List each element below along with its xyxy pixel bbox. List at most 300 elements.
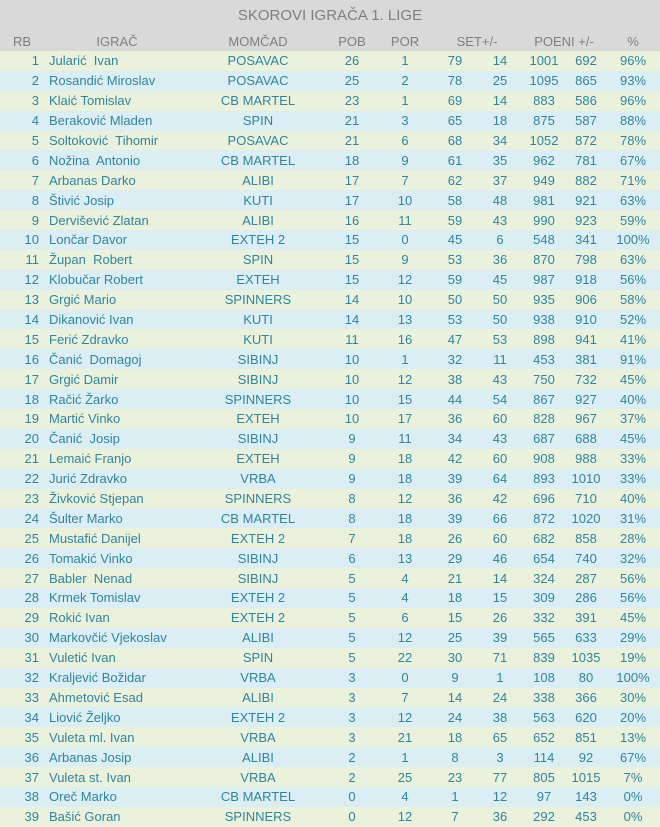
points-lost-cell: 633 — [575, 630, 597, 646]
sets-lost-cell: 24 — [492, 689, 508, 705]
losses-cell: 18 — [397, 530, 413, 546]
points-lost-cell: 732 — [575, 371, 597, 387]
sets-won-cell: 36 — [447, 411, 463, 427]
wins-cell: 10 — [344, 371, 360, 387]
wins-cell: 2 — [348, 749, 356, 765]
win-pct-cell: 59% — [619, 212, 647, 228]
sets-won-cell: 68 — [447, 133, 463, 148]
sets-won-cell: 59 — [447, 272, 463, 288]
win-pct-cell: 29% — [619, 630, 647, 646]
player-name-cell: Vuleta ml. Ivan — [49, 729, 135, 745]
rank-cell: 12 — [24, 272, 39, 288]
player-name-cell: Dikanović Ivan — [49, 312, 134, 328]
points-lost-cell: 967 — [575, 411, 597, 427]
team-cell: SIBINJ — [237, 550, 279, 566]
wins-cell: 10 — [344, 351, 360, 367]
sets-lost-cell: 25 — [492, 73, 508, 89]
losses-cell: 18 — [397, 510, 413, 526]
losses-cell: 22 — [397, 650, 413, 666]
losses-cell: 18 — [397, 471, 413, 487]
points-won-cell: 1001 — [529, 53, 559, 69]
rank-cell: 21 — [24, 451, 39, 467]
points-lost-cell: 1020 — [571, 510, 601, 526]
team-cell: SIBINJ — [237, 570, 279, 586]
team-cell: SPINNERS — [224, 292, 292, 308]
sets-lost-cell: 54 — [492, 391, 508, 407]
sets-lost-cell: 60 — [492, 530, 508, 546]
sets-won-cell: 44 — [447, 391, 463, 407]
sets-won-cell: 53 — [447, 252, 463, 268]
table-row — [0, 270, 660, 290]
team-cell: SPIN — [242, 650, 274, 666]
player-name-cell: Tomakić Vinko — [49, 550, 133, 566]
losses-cell: 7 — [401, 172, 409, 188]
points-lost-cell: 858 — [575, 530, 597, 546]
points-lost-cell: 620 — [575, 709, 597, 725]
points-won-cell: 962 — [533, 152, 555, 168]
sets-lost-cell: 46 — [492, 550, 508, 566]
player-name-cell: Čanić Josip — [49, 431, 120, 447]
sets-lost-cell: 38 — [492, 709, 508, 725]
losses-cell: 12 — [397, 809, 413, 825]
sets-won-cell: 26 — [447, 530, 463, 546]
win-pct-cell: 71% — [619, 172, 647, 188]
sets-lost-cell: 65 — [492, 729, 508, 745]
sets-lost-cell: 34 — [492, 133, 508, 148]
rank-cell: 16 — [24, 351, 39, 367]
player-name-cell: Oreč Marko — [49, 789, 117, 805]
wins-cell: 8 — [348, 510, 356, 526]
sets-won-cell: 14 — [447, 689, 463, 705]
win-pct-cell: 100% — [616, 232, 650, 248]
team-cell: POSAVAC — [227, 73, 289, 89]
points-lost-cell: 941 — [575, 331, 597, 347]
player-name-cell: Bašić Goran — [49, 809, 121, 825]
points-lost-cell: 287 — [575, 570, 597, 586]
points-lost-cell: 692 — [575, 53, 597, 69]
losses-cell: 0 — [401, 232, 409, 248]
team-cell: ALIBI — [242, 689, 274, 705]
table-row — [0, 310, 660, 330]
win-pct-cell: 52% — [619, 312, 647, 328]
rank-cell: 37 — [24, 769, 39, 785]
sets-lost-cell: 43 — [492, 431, 508, 447]
sets-won-cell: 53 — [447, 312, 463, 328]
sets-lost-cell: 14 — [492, 93, 508, 109]
team-cell: EXTEH 2 — [230, 232, 286, 248]
points-won-cell: 938 — [533, 312, 555, 328]
rank-cell: 25 — [24, 530, 39, 546]
points-won-cell: 114 — [533, 749, 555, 765]
table-row — [0, 489, 660, 509]
losses-cell: 6 — [401, 133, 409, 148]
player-name-cell: Kraljević Božidar — [49, 670, 146, 686]
points-lost-cell: 710 — [575, 491, 597, 507]
player-name-cell: Mustafić Danijel — [49, 530, 141, 546]
sets-won-cell: 9 — [451, 670, 459, 686]
player-name-cell: Martić Vinko — [49, 411, 121, 427]
sets-lost-cell: 11 — [493, 351, 507, 367]
table-row — [0, 747, 660, 767]
wins-cell: 21 — [344, 133, 360, 148]
sets-lost-cell: 1 — [496, 670, 504, 686]
win-pct-cell: 45% — [619, 431, 647, 447]
points-lost-cell: 1015 — [571, 769, 601, 785]
col-header-pct: % — [627, 33, 639, 49]
win-pct-cell: 67% — [619, 749, 647, 765]
team-cell: SPINNERS — [224, 491, 292, 507]
team-cell: VRBA — [240, 769, 276, 785]
table-row — [0, 727, 660, 747]
player-name-cell: Soltoković Tihomir — [49, 133, 159, 148]
team-cell: SIBINJ — [237, 351, 279, 367]
losses-cell: 10 — [397, 192, 413, 208]
win-pct-cell: 93% — [619, 73, 647, 89]
points-won-cell: 292 — [533, 809, 555, 825]
losses-cell: 1 — [401, 53, 409, 69]
player-name-cell: Dervišević Zlatan — [49, 212, 149, 228]
player-name-cell: Vuleta st. Ivan — [49, 769, 131, 785]
table-row — [0, 528, 660, 548]
wins-cell: 14 — [344, 312, 360, 328]
sets-lost-cell: 3 — [496, 749, 504, 765]
points-lost-cell: 910 — [575, 312, 597, 328]
points-won-cell: 875 — [533, 113, 555, 129]
col-header-set: SET+/- — [456, 33, 498, 49]
losses-cell: 21 — [397, 729, 413, 745]
table-row — [0, 150, 660, 170]
player-name-cell: Štivić Josip — [49, 192, 115, 208]
points-lost-cell: 872 — [575, 133, 597, 148]
points-won-cell: 1052 — [529, 133, 559, 148]
sets-lost-cell: 43 — [492, 212, 508, 228]
wins-cell: 17 — [344, 192, 360, 208]
sets-won-cell: 7 — [451, 809, 459, 825]
losses-cell: 10 — [397, 292, 413, 308]
losses-cell: 18 — [397, 451, 413, 467]
team-cell: SPINNERS — [224, 391, 292, 407]
points-won-cell: 898 — [533, 331, 555, 347]
sets-lost-cell: 6 — [496, 232, 504, 248]
points-won-cell: 338 — [533, 689, 555, 705]
points-lost-cell: 587 — [575, 113, 597, 129]
points-lost-cell: 988 — [575, 451, 597, 467]
wins-cell: 0 — [348, 809, 356, 825]
player-name-cell: Ahmetović Esad — [49, 689, 143, 705]
win-pct-cell: 13% — [619, 729, 647, 745]
win-pct-cell: 28% — [619, 530, 647, 546]
sets-lost-cell: 45 — [492, 272, 508, 288]
win-pct-cell: 63% — [619, 252, 647, 268]
table-row — [0, 230, 660, 250]
player-name-cell: Jurić Zdravko — [49, 471, 128, 487]
col-header-pob: POB — [338, 33, 366, 49]
wins-cell: 0 — [348, 789, 356, 805]
losses-cell: 12 — [397, 630, 413, 646]
sets-won-cell: 21 — [447, 570, 463, 586]
win-pct-cell: 41% — [619, 331, 647, 347]
rank-cell: 19 — [24, 411, 39, 427]
sets-lost-cell: 60 — [492, 411, 508, 427]
sets-lost-cell: 18 — [492, 113, 508, 129]
points-lost-cell: 740 — [575, 550, 597, 566]
points-won-cell: 828 — [533, 411, 555, 427]
team-cell: POSAVAC — [227, 133, 289, 148]
losses-cell: 12 — [397, 371, 413, 387]
team-cell: VRBA — [240, 471, 276, 487]
sets-won-cell: 15 — [447, 610, 463, 626]
team-cell: KUTI — [243, 312, 273, 328]
points-won-cell: 687 — [533, 431, 555, 447]
player-name-cell: Živković Stjepan — [49, 491, 144, 507]
points-won-cell: 981 — [533, 192, 555, 208]
rank-cell: 23 — [24, 491, 39, 507]
table-row — [0, 707, 660, 727]
points-won-cell: 870 — [533, 252, 555, 268]
table-row — [0, 210, 660, 230]
losses-cell: 1 — [401, 749, 409, 765]
sets-won-cell: 38 — [447, 371, 463, 387]
table-row — [0, 369, 660, 389]
losses-cell: 16 — [397, 331, 413, 347]
losses-cell: 13 — [397, 312, 413, 328]
player-name-cell: Arbanas Darko — [49, 172, 136, 188]
losses-cell: 6 — [401, 610, 409, 626]
points-won-cell: 750 — [533, 371, 555, 387]
points-lost-cell: 1035 — [571, 650, 601, 666]
points-won-cell: 332 — [533, 610, 555, 626]
wins-cell: 2 — [348, 769, 356, 785]
table-row — [0, 131, 660, 151]
player-name-cell: Markovčić Vjekoslav — [49, 630, 167, 646]
points-lost-cell: 286 — [575, 590, 597, 606]
wins-cell: 11 — [345, 331, 359, 347]
team-cell: SPINNERS — [224, 809, 292, 825]
points-lost-cell: 882 — [575, 172, 597, 188]
table-row — [0, 190, 660, 210]
points-lost-cell: 851 — [575, 729, 597, 745]
sets-won-cell: 58 — [447, 192, 463, 208]
sets-lost-cell: 77 — [492, 769, 508, 785]
team-cell: CB MARTEL — [220, 789, 296, 805]
team-cell: VRBA — [240, 729, 276, 745]
wins-cell: 3 — [348, 689, 356, 705]
points-won-cell: 654 — [533, 550, 555, 566]
sets-lost-cell: 50 — [492, 312, 508, 328]
points-won-cell: 987 — [533, 272, 555, 288]
sets-won-cell: 34 — [447, 431, 463, 447]
wins-cell: 5 — [348, 630, 356, 646]
rank-cell: 6 — [31, 152, 39, 168]
rank-cell: 18 — [24, 391, 39, 407]
wins-cell: 5 — [348, 610, 356, 626]
team-cell: EXTEH — [236, 272, 280, 288]
player-name-cell: Vuletić Ivan — [49, 650, 116, 666]
rank-cell: 14 — [24, 312, 39, 328]
sets-lost-cell: 37 — [492, 172, 508, 188]
losses-cell: 12 — [397, 709, 413, 725]
rank-cell: 7 — [31, 172, 39, 188]
player-name-cell: Ferić Zdravko — [49, 331, 129, 347]
losses-cell: 0 — [401, 670, 409, 686]
points-won-cell: 883 — [533, 93, 555, 109]
wins-cell: 9 — [348, 431, 356, 447]
points-won-cell: 682 — [533, 530, 555, 546]
team-cell: ALIBI — [242, 212, 274, 228]
team-cell: CB MARTEL — [220, 510, 296, 526]
losses-cell: 11 — [398, 212, 412, 228]
team-cell: ALIBI — [242, 630, 274, 646]
rank-cell: 35 — [24, 729, 39, 745]
table-header — [0, 31, 660, 51]
team-cell: SPIN — [242, 113, 274, 129]
rank-cell: 29 — [24, 610, 39, 626]
win-pct-cell: 37% — [619, 411, 647, 427]
losses-cell: 9 — [401, 152, 409, 168]
points-lost-cell: 865 — [575, 73, 597, 89]
points-won-cell: 908 — [533, 451, 555, 467]
sets-won-cell: 78 — [447, 73, 463, 89]
rank-cell: 33 — [24, 689, 39, 705]
rank-cell: 11 — [25, 252, 39, 268]
table-row — [0, 508, 660, 528]
table-row — [0, 91, 660, 111]
wins-cell: 8 — [348, 491, 356, 507]
win-pct-cell: 30% — [619, 689, 647, 705]
points-lost-cell: 781 — [575, 152, 597, 168]
sets-won-cell: 30 — [447, 650, 463, 666]
team-cell: EXTEH — [236, 411, 280, 427]
points-lost-cell: 1010 — [571, 471, 601, 487]
sets-won-cell: 69 — [447, 93, 463, 109]
rank-cell: 34 — [24, 709, 39, 725]
sets-won-cell: 79 — [447, 53, 463, 69]
losses-cell: 7 — [401, 689, 409, 705]
sets-won-cell: 47 — [447, 331, 463, 347]
sets-won-cell: 29 — [447, 550, 463, 566]
player-name-cell: Račić Žarko — [49, 391, 119, 407]
wins-cell: 3 — [348, 709, 356, 725]
sets-won-cell: 61 — [447, 152, 463, 168]
points-won-cell: 548 — [533, 232, 555, 248]
sets-won-cell: 36 — [447, 491, 463, 507]
player-name-cell: Krmek Tomislav — [49, 590, 141, 606]
player-name-cell: Klaić Tomislav — [49, 93, 132, 109]
points-lost-cell: 927 — [575, 391, 597, 407]
player-name-cell: Rosandić Miroslav — [49, 73, 156, 89]
win-pct-cell: 56% — [619, 272, 647, 288]
losses-cell: 13 — [397, 550, 413, 566]
team-cell: CB MARTEL — [220, 93, 296, 109]
sets-won-cell: 1 — [451, 789, 459, 805]
points-won-cell: 949 — [533, 172, 555, 188]
points-lost-cell: 921 — [575, 192, 597, 208]
rank-cell: 24 — [24, 510, 39, 526]
col-header-momcad: MOMČAD — [228, 33, 288, 49]
losses-cell: 4 — [401, 590, 409, 606]
table-row — [0, 588, 660, 608]
points-won-cell: 652 — [533, 729, 555, 745]
wins-cell: 9 — [348, 451, 356, 467]
losses-cell: 17 — [397, 411, 413, 427]
table-row — [0, 787, 660, 807]
wins-cell: 3 — [348, 729, 356, 745]
team-cell: KUTI — [243, 331, 273, 347]
sets-won-cell: 18 — [447, 729, 463, 745]
points-lost-cell: 381 — [575, 351, 597, 367]
rank-cell: 8 — [31, 192, 39, 208]
team-cell: VRBA — [240, 670, 276, 686]
sets-lost-cell: 66 — [492, 510, 508, 526]
points-lost-cell: 923 — [575, 212, 597, 228]
table-row — [0, 668, 660, 688]
wins-cell: 25 — [344, 73, 360, 89]
player-name-cell: Grgić Mario — [49, 292, 117, 308]
losses-cell: 9 — [401, 252, 409, 268]
win-pct-cell: 40% — [619, 491, 647, 507]
team-cell: ALIBI — [242, 749, 274, 765]
rank-cell: 32 — [24, 670, 39, 686]
points-won-cell: 696 — [533, 491, 555, 507]
table-row — [0, 608, 660, 628]
table-row — [0, 290, 660, 310]
sets-lost-cell: 35 — [492, 152, 508, 168]
wins-cell: 15 — [344, 252, 360, 268]
losses-cell: 25 — [397, 769, 413, 785]
rank-cell: 26 — [24, 550, 39, 566]
points-won-cell: 453 — [533, 351, 555, 367]
table-row — [0, 409, 660, 429]
table-row — [0, 767, 660, 787]
win-pct-cell: 19% — [619, 650, 647, 666]
player-name-cell: Šulter Marko — [49, 510, 123, 526]
points-lost-cell: 688 — [575, 431, 597, 447]
win-pct-cell: 7% — [623, 769, 643, 785]
points-won-cell: 97 — [536, 789, 552, 805]
team-cell: EXTEH 2 — [230, 610, 286, 626]
points-won-cell: 563 — [533, 709, 555, 725]
player-name-cell: Čanić Domagoj — [49, 351, 142, 367]
wins-cell: 3 — [348, 670, 356, 686]
player-name-cell: Župan Robert — [49, 252, 133, 268]
rank-cell: 3 — [31, 93, 39, 109]
points-won-cell: 872 — [533, 510, 555, 526]
rank-cell: 17 — [24, 371, 39, 387]
sets-lost-cell: 48 — [492, 192, 508, 208]
rank-cell: 38 — [24, 789, 39, 805]
player-name-cell: Lončar Davor — [49, 232, 128, 248]
win-pct-cell: 0% — [623, 809, 643, 825]
points-lost-cell: 906 — [575, 292, 597, 308]
col-header-rb: RB — [12, 33, 32, 49]
sets-lost-cell: 26 — [492, 610, 508, 626]
points-won-cell: 867 — [533, 391, 555, 407]
team-cell: KUTI — [243, 192, 273, 208]
team-cell: EXTEH 2 — [230, 530, 286, 546]
rank-cell: 1 — [31, 53, 39, 69]
player-name-cell: Liović Željko — [49, 709, 121, 725]
sets-won-cell: 42 — [447, 451, 463, 467]
player-name-cell: Babler Nenad — [49, 570, 133, 586]
losses-cell: 12 — [397, 491, 413, 507]
losses-cell: 15 — [397, 391, 413, 407]
table-row — [0, 71, 660, 91]
sets-lost-cell: 60 — [492, 451, 508, 467]
sets-lost-cell: 12 — [492, 789, 508, 805]
table-row — [0, 250, 660, 270]
player-name-cell: Jularić Ivan — [49, 53, 119, 69]
player-name-cell: Rokić Ivan — [49, 610, 110, 626]
